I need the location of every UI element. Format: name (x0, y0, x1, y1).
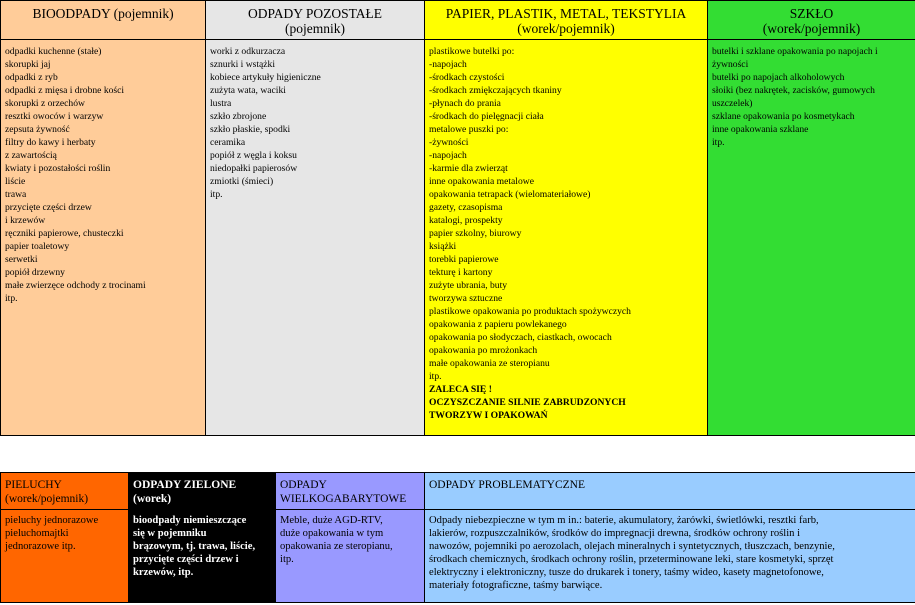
list-item: niedopałki papierosów (210, 163, 298, 174)
list-item: Meble, duże AGD-RTV, (280, 515, 383, 526)
list-item: sznurki i wstążki (210, 59, 276, 70)
pieluchy-header (1, 473, 129, 510)
bioodpady-list (1, 40, 206, 436)
list-item: liście (5, 176, 26, 187)
list-item: tworzywa sztuczne (429, 293, 503, 304)
list-item: przycięte części drzew (5, 202, 92, 213)
zielone-header (129, 473, 276, 510)
list-item: bioodpady niemieszczące (133, 515, 247, 526)
wielkogabarytowe-header (276, 473, 425, 510)
pieluchy-body (1, 510, 129, 603)
problematyczne-header (425, 473, 915, 510)
list-item: tekturę i kartony (429, 267, 493, 278)
list-item: szklane opakowania po kosmetykach (712, 111, 855, 122)
list-item: worki z odkurzacza (210, 46, 286, 57)
list-item: z zawartością (5, 150, 57, 161)
list-item: plastikowe opakowania po produktach spożywczych (429, 306, 631, 317)
szklo-container: (worek/pojemnik) (762, 21, 861, 36)
list-item: metalowe puszki po: (429, 124, 509, 135)
wielkogabarytowe-title-1: ODPADY (280, 479, 327, 491)
pieluchy-container: (worek/pojemnik) (5, 493, 89, 505)
list-item: itp. (280, 554, 294, 565)
list-item: inne opakowania metalowe (429, 176, 534, 187)
bioodpady-title: BIOODPADY (pojemnik) (32, 6, 174, 21)
list-item: elektryczny i elektroniczny, tusze do drukarek i tonery, taśmy wideo, kasety magnetofonowe, (429, 567, 824, 578)
list-item: kwiaty i pozostałości roślin (5, 163, 111, 174)
list-item: pieluchomajtki (5, 528, 69, 539)
list-item: małe opakowania ze steropianu (429, 358, 550, 369)
list-item: żywności (712, 59, 749, 70)
list-item: butelki i szklane opakowania po napojach i (712, 46, 878, 57)
list-item: -karmie dla zwierząt (429, 163, 508, 174)
list-item: lustra (210, 98, 232, 109)
list-item: odpadki z ryb (5, 72, 58, 83)
list-item: się w pojemniku (133, 528, 207, 539)
list-item: TWORZYW I OPAKOWAŃ (429, 410, 548, 421)
list-item: OCZYSZCZANIE SILNIE ZABRUDZONYCH (429, 397, 626, 408)
papier-list (425, 40, 708, 436)
list-item: plastikowe butelki po: (429, 46, 515, 57)
list-item: filtry do kawy i herbaty (5, 137, 96, 148)
list-item: opakowania ze steropianu, (280, 541, 393, 552)
bottom-waste-table (0, 472, 915, 603)
list-item: popiół z węgla i koksu (210, 150, 297, 161)
list-item: papier toaletowy (5, 241, 70, 252)
papier-header (425, 1, 708, 40)
list-item: przycięte części drzew i (133, 554, 239, 565)
list-item: szkło płaskie, spodki (210, 124, 291, 135)
list-item: opakowania tetrapack (wielomateriałowe) (429, 189, 591, 200)
wielkogabarytowe-title-2: WIELKOGABARYTOWE (280, 493, 407, 505)
list-item: papier szkolny, biurowy (429, 228, 522, 239)
list-item: kobiece artykuły higieniczne (210, 72, 321, 83)
list-item: -napojach (429, 59, 467, 70)
list-item: ceramika (210, 137, 246, 148)
list-item: -środkach zmiękczających tkaniny (429, 85, 562, 96)
list-item: uszczelek) (712, 98, 753, 109)
list-item: małe zwierzęce odchody z trocinami (5, 280, 146, 291)
szklo-title: SZKŁO (789, 6, 834, 21)
list-item: opakowania po słodyczach, ciastkach, owocach (429, 332, 612, 343)
list-item: torebki papierowe (429, 254, 499, 265)
list-item: inne opakowania szklane (712, 124, 809, 135)
list-item: materiały fotograficzne, taśmy barwiące. (429, 580, 603, 591)
pozostale-container: (pojemnik) (285, 21, 345, 36)
list-item: odpadki z mięsa i drobne kości (5, 85, 125, 96)
list-item: opakowania po mrożonkach (429, 345, 538, 356)
list-item: odpadki kuchenne (stałe) (5, 46, 102, 57)
list-item: słoiki (bez nakrętek, zacisków, gumowych (712, 85, 875, 96)
list-item: trawa (5, 189, 27, 200)
list-item: -napojach (429, 150, 467, 161)
problematyczne-body (425, 510, 915, 603)
wielkogabarytowe-body (276, 510, 425, 603)
list-item: -środkach czystości (429, 72, 505, 83)
list-item: zużyta wata, waciki (210, 85, 286, 96)
zielone-body (129, 510, 276, 603)
list-item: środkach chemicznych, środkach ochrony roślin, przeterminowane leki, stare kosmetyki, sprzęt (429, 554, 834, 565)
list-item: -środkach do pielęgnacji ciała (429, 111, 544, 122)
list-item: zużyte ubrania, buty (429, 280, 508, 291)
list-item: itp. (429, 371, 442, 382)
bioodpady-header (1, 1, 206, 40)
list-item: itp. (712, 137, 725, 148)
list-item: szkło zbrojone (210, 111, 267, 122)
pieluchy-title: PIELUCHY (5, 479, 62, 491)
list-item: serwetki (5, 254, 38, 265)
szklo-list (708, 40, 915, 436)
list-item: duże opakowania w tym (280, 528, 384, 539)
problematyczne-title: ODPADY PROBLEMATYCZNE (429, 479, 586, 491)
list-item: zepsuta żywność (5, 124, 70, 135)
papier-title: PAPIER, PLASTIK, METAL, TEKSTYLIA (445, 6, 687, 21)
szklo-header (708, 1, 915, 40)
papier-items (429, 45, 704, 383)
list-item: nawozów, pojemniki po aerozolach, olejach mineralnych i syntetycznych, tłuszczach, benzynie, (429, 541, 835, 552)
zielone-title: ODPADY ZIELONE (133, 479, 237, 491)
list-item: butelki po napojach alkoholowych (712, 72, 845, 83)
list-item: skorupki jaj (5, 59, 51, 70)
list-item: pieluchy jednorazowe (5, 515, 99, 526)
list-item: Odpady niebezpieczne w tym m in.: baterie, akumulatory, żarówki, świetlówki, resztki farb, (429, 515, 819, 526)
list-item: skorupki z orzechów (5, 98, 85, 109)
list-item: -żywności (429, 137, 469, 148)
zielone-container: (worek) (133, 493, 172, 505)
list-item: -płynach do prania (429, 98, 501, 109)
list-item: książki (429, 241, 457, 252)
papier-note (429, 383, 704, 422)
pozostale-header (206, 1, 425, 40)
list-item: krzewów, itp. (133, 567, 194, 578)
pozostale-list (206, 40, 425, 436)
list-item: ZALECA SIĘ ! (429, 384, 492, 395)
list-item: popiół drzewny (5, 267, 65, 278)
list-item: brązowym, tj. trawa, liście, (133, 541, 256, 552)
list-item: i krzewów (5, 215, 46, 226)
pozostale-title: ODPADY POZOSTAŁE (247, 6, 383, 21)
list-item: opakowania z papieru powlekanego (429, 319, 567, 330)
list-item: ręczniki papierowe, chusteczki (5, 228, 124, 239)
papier-container: (worek/pojemnik) (517, 21, 615, 36)
list-item: itp. (5, 293, 18, 304)
list-item: lakierów, rozpuszczalników, środków do impregnacji drewna, środków ochrony roślin i (429, 528, 801, 539)
list-item: zmiotki (śmieci) (210, 176, 274, 187)
list-item: gazety, czasopisma (429, 202, 503, 213)
list-item: itp. (210, 189, 223, 200)
list-item: resztki owoców i warzyw (5, 111, 104, 122)
list-item: jednorazowe itp. (5, 541, 76, 552)
list-item: katalogi, prospekty (429, 215, 503, 226)
